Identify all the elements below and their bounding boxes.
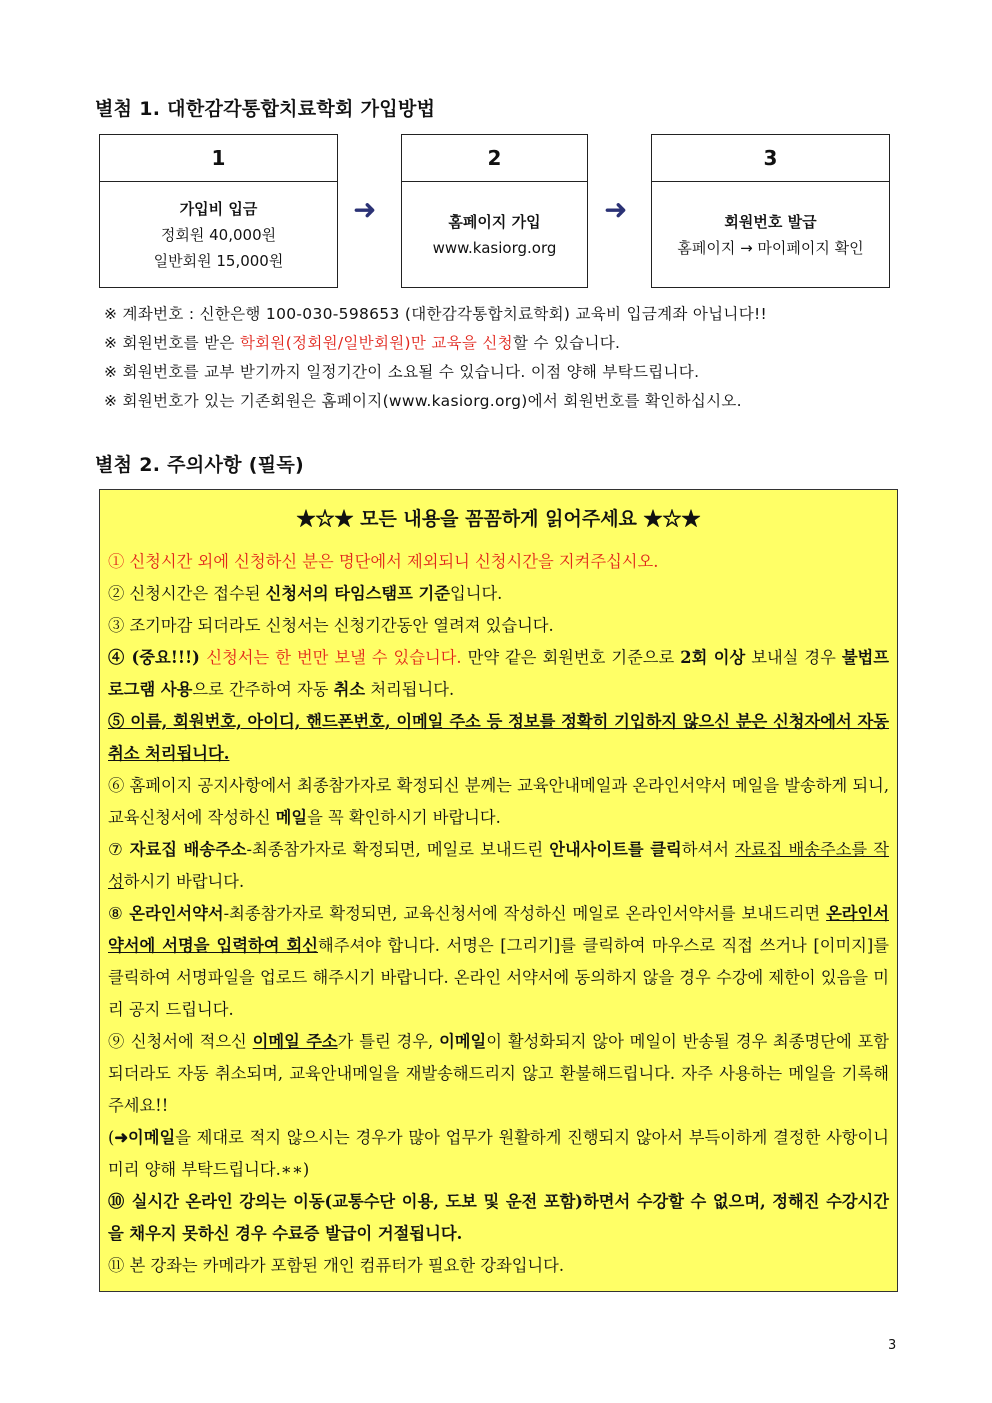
step-title: 가입비 입금 [179, 200, 258, 218]
step-title: 홈페이지 가입 [448, 213, 541, 231]
notice-item-3: ③ 조기마감 되더라도 신청서는 신청기간동안 열려져 있습니다. [108, 616, 554, 635]
step-3-box [651, 134, 890, 288]
step-line: 정회원 40,000원 [160, 226, 277, 244]
notice-item-1: ① 신청시간 외에 신청하신 분은 명단에서 제외되니 신청시간을 지켜주십시오. [108, 552, 659, 571]
step-number: 3 [652, 135, 889, 182]
section1-heading: 별첨 1. 대한감각통합치료학회 가입방법 [95, 98, 436, 120]
notice-box [99, 489, 898, 1292]
note-existing-members: ※ 회원번호가 있는 기존회원은 홈페이지(www.kasiorg.org)에서 회원번호를 확인하십시오. [104, 392, 742, 410]
notice-item-2: ② 신청시간은 접수된 신청서의 타임스탬프 기준입니다. [108, 584, 503, 603]
step-title: 회원번호 발급 [724, 213, 817, 231]
notice-item-4: ④ (중요!!!) 신청서는 한 번만 보낼 수 있습니다. 만약 같은 회원번호 기준으로 2회 이상 보내실 경우 불법프로그램 사용으로 간주하여 자동 취소 처리됩니다. [108, 648, 889, 699]
arrow-right-icon: ➜ [353, 193, 377, 226]
step-1-box [99, 134, 338, 288]
step-line: 홈페이지 → 마이페이지 확인 [677, 239, 864, 257]
note-members-only: ※ 회원번호를 받은 학회원(정회원/일반회원)만 교육을 신청할 수 있습니다. [104, 334, 621, 352]
page-number: 3 [888, 1338, 897, 1353]
note-issue-time: ※ 회원번호를 교부 받기까지 일정기간이 소요될 수 있습니다. 이점 양해 부탁드립니다. [104, 363, 700, 381]
notice-item-7: ⑦ 자료집 배송주소-최종참가자로 확정되면, 메일로 보내드린 안내사이트를 클릭하셔서 자료집 배송주소를 작성하시기 바랍니다. [108, 840, 889, 891]
step-number: 2 [402, 135, 587, 182]
notice-item-11: ⑪ 본 강좌는 카메라가 포함된 개인 컴퓨터가 필요한 강좌입니다. [108, 1256, 565, 1275]
notice-item-9: ⑨ 신청서에 적으신 이메일 주소가 틀린 경우, 이메일이 활성화되지 않아 메일이 반송될 경우 최종명단에 포함되더라도 자동 취소되며, 교육안내메일을 재발송해드리지 않고 환불해드립니다. 자주 사용하는 메일을 기록해주세요!! [108, 1032, 890, 1115]
notes-block [104, 300, 767, 416]
notice-item-8: ⑧ 온라인서약서-최종참가자로 확정되면, 교육신청서에 작성하신 메일로 온라인서약서를 보내드리면 온라인서약서에 서명을 입력하여 회신해주셔야 합니다. 서명은 [그리기]를 클릭하여 마우스로 직접 쓰거나 [이미지]를 클릭하여 서명파일을 업로드 해주시기 바랍니다. 온라인 서약서에 동의하지 않을 경우 수강에 제한이 있음을 미리 공지 드립니다. [108, 904, 889, 1019]
step-number: 1 [100, 135, 337, 182]
section2-heading: 별첨 2. 주의사항 (필독) [95, 454, 304, 476]
note-account: ※ 계좌번호 : 신한은행 100-030-598653 (대한감각통합치료학회) 교육비 입금계좌 아닙니다!! [104, 305, 767, 323]
step-2-box [401, 134, 588, 288]
step-line: 일반회원 15,000원 [153, 252, 284, 270]
step-line: www.kasiorg.org [432, 239, 557, 257]
arrow-right-icon: ➜ [604, 193, 628, 226]
notice-item-10: ⑩ 실시간 온라인 강의는 이동(교통수단 이용, 도보 및 운전 포함)하면서 수강할 수 없으며, 정해진 수강시간을 채우지 못하신 경우 수료증 발급이 거절됩니다. [108, 1192, 889, 1243]
notice-item-6: ⑥ 홈페이지 공지사항에서 최종참가자로 확정되신 분께는 교육안내메일과 온라인서약서 메일을 발송하게 되니, 교육신청서에 작성하신 메일을 꼭 확인하시기 바랍니다. [108, 776, 889, 827]
notice-item-5: ⑤ 이름, 회원번호, 아이디, 핸드폰번호, 이메일 주소 등 정보를 정확히 기입하지 않으신 분은 신청자에서 자동취소 처리됩니다. [108, 712, 889, 763]
notice-title: ★☆★ 모든 내용을 꼼꼼하게 읽어주세요 ★☆★ [296, 508, 701, 530]
notice-item-9-note: (➜이메일을 제대로 적지 않으시는 경우가 많아 업무가 원활하게 진행되지 않아서 부득이하게 결정한 사항이니 미리 양해 부탁드립니다.∗∗) [108, 1128, 889, 1179]
